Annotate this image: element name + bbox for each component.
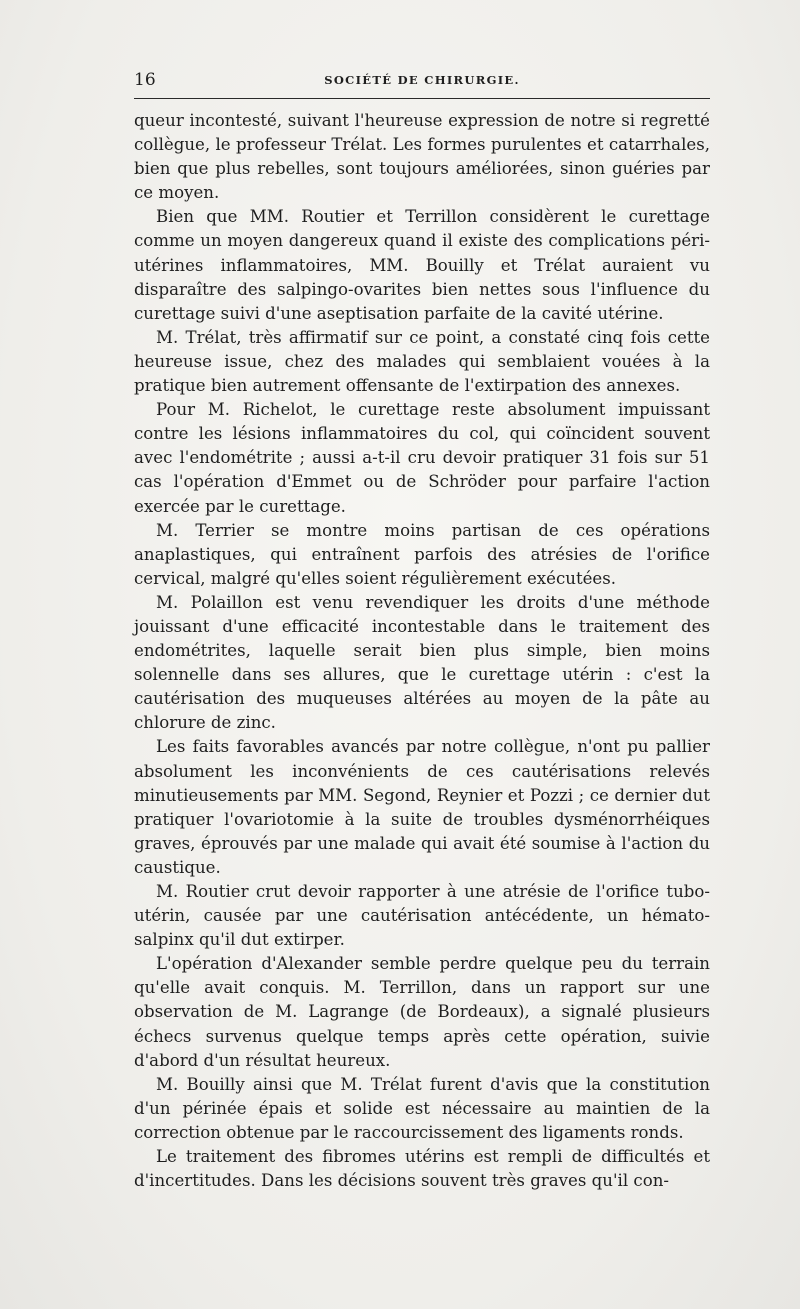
page-number: 16 [134,70,156,90]
body-text [134,109,710,1193]
header-rule [134,98,710,99]
paragraph: Le traitement des fibromes utérins est rempli de difficultés et d'incertitudes. Dans les décisions souvent très graves qu'il con- [134,1147,710,1191]
paragraph: M. Routier crut devoir rapporter à une atrésie de l'orifice tubo-utérin, causée par une cautérisation antécédente, un hémato-salpinx qu'il dut extirper. [134,882,710,950]
running-title: SOCIÉTÉ DE CHIRURGIE. [324,73,520,87]
paragraph-continued: queur incontesté, suivant l'heureuse expression de notre si regretté collègue, le professeur Trélat. Les formes purulentes et catarrhales, bien que plus rebelles, sont toujours améliorées, sinon guéries par ce moyen. [134,111,710,203]
paragraph: M. Terrier se montre moins partisan de ces opérations anaplastiques, qui entraînent parfois des atrésies de l'orifice cervical, malgré qu'elles soient régulièrement exécutées. [134,520,710,588]
paragraph: L'opération d'Alexander semble perdre quelque peu du terrain qu'elle avait conquis. M. Terrillon, dans un rapport sur une observation de M. Lagrange (de Bordeaux), a signalé plusieurs échecs survenus quelque temps après cette opération, suivie d'abord d'un résultat heureux. [134,954,710,1070]
paragraph: Les faits favorables avancés par notre collègue, n'ont pu pallier absolument les inconvénients de ces cautérisations relevés minutieusements par MM. Segond, Reynier et Pozzi ; ce dernier dut pratiquer l'ovariotomie à la suite de troubles dysménorrhéiques graves, éprouvés par une malade qui avait été soumise à l'action du caustique. [134,737,710,877]
paragraph: M. Bouilly ainsi que M. Trélat furent d'avis que la constitution d'un périnée épais et solide est nécessaire au maintien de la correction obtenue par le raccourcissement des ligaments ronds. [134,1074,710,1142]
paragraph: Bien que MM. Routier et Terrillon considèrent le curettage comme un moyen dangereux quand il existe des complications péri-utérines inflammatoires, MM. Bouilly et Trélat auraient vu disparaître des salpingo-ovarites bien nettes sous l'influence du curettage suivi d'une aseptisation parfaite de la cavité utérine. [134,207,710,323]
paragraph: M. Trélat, très affirmatif sur ce point, a constaté cinq fois cette heureuse issue, chez des malades qui semblaient vouées à la pratique bien autrement offensante de l'extirpation des annexes. [134,327,710,396]
paragraph: M. Polaillon est venu revendiquer les droits d'une méthode jouissant d'une efficacité incontestable dans le traitement des endométrites, laquelle serait bien plus simple, bien moins solennelle dans ses allures, que le curettage utérin : c'est la cautérisation des muqueuses altérées au moyen de la pâte au chlorure de zinc. [134,592,710,733]
paragraph: Pour M. Richelot, le curettage reste absolument impuissant contre les lésions inflammatoires du col, qui coïncident souvent avec l'endométrite ; aussi a-t-il cru devoir pratiquer 31 fois sur 51 cas l'opération d'Emmet ou de Schröder pour parfaire l'action exercée par le curettage. [134,400,710,516]
page-header [134,70,710,94]
